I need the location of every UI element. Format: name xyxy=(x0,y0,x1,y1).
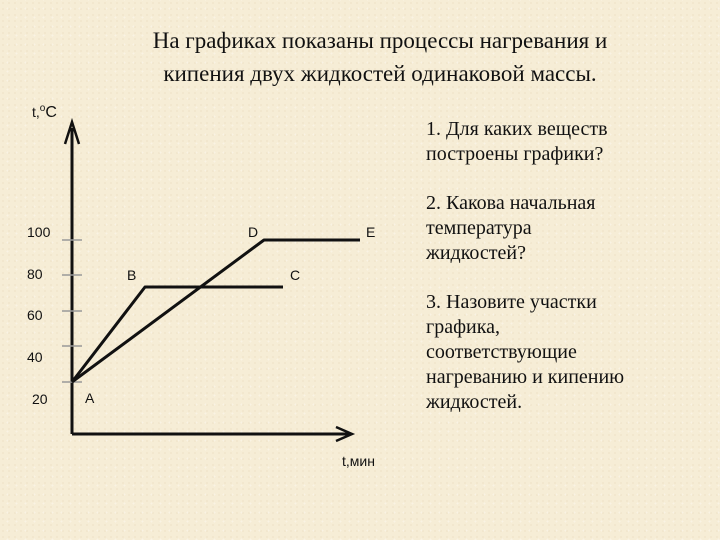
x-axis-label: t,мин xyxy=(342,453,375,469)
point-label-d: D xyxy=(248,224,259,240)
question-1: 1. Для каких веществ построены графики? xyxy=(426,118,608,165)
question-2: 2. Какова начальная температура жидкостей? xyxy=(426,192,596,264)
title-line-1: На графиках показаны процессы нагревания и xyxy=(152,28,608,53)
title-line-2: кипения двух жидкостей одинаковой массы. xyxy=(163,61,597,86)
point-label-c: C xyxy=(290,267,301,283)
point-label-b: B xyxy=(127,267,137,283)
y-tick-label-100: 100 xyxy=(27,224,51,240)
y-tick-label-20: 20 xyxy=(32,391,48,407)
point-label-a: A xyxy=(85,390,95,406)
y-tick-label-40: 40 xyxy=(27,349,43,365)
y-tick-label-60: 60 xyxy=(27,307,43,323)
graph-line-abc xyxy=(72,287,283,382)
y-axis-label: t,$^o$C xyxy=(32,103,57,121)
y-tick-label-80: 80 xyxy=(27,266,43,282)
graph-line-ade xyxy=(72,240,360,382)
point-label-e: E xyxy=(366,224,376,240)
temperature-time-graph xyxy=(0,60,420,540)
question-3: 3. Назовите участки графика, соответствующие нагреванию и кипению жидкостей. xyxy=(426,291,625,413)
questions-list xyxy=(426,117,686,439)
